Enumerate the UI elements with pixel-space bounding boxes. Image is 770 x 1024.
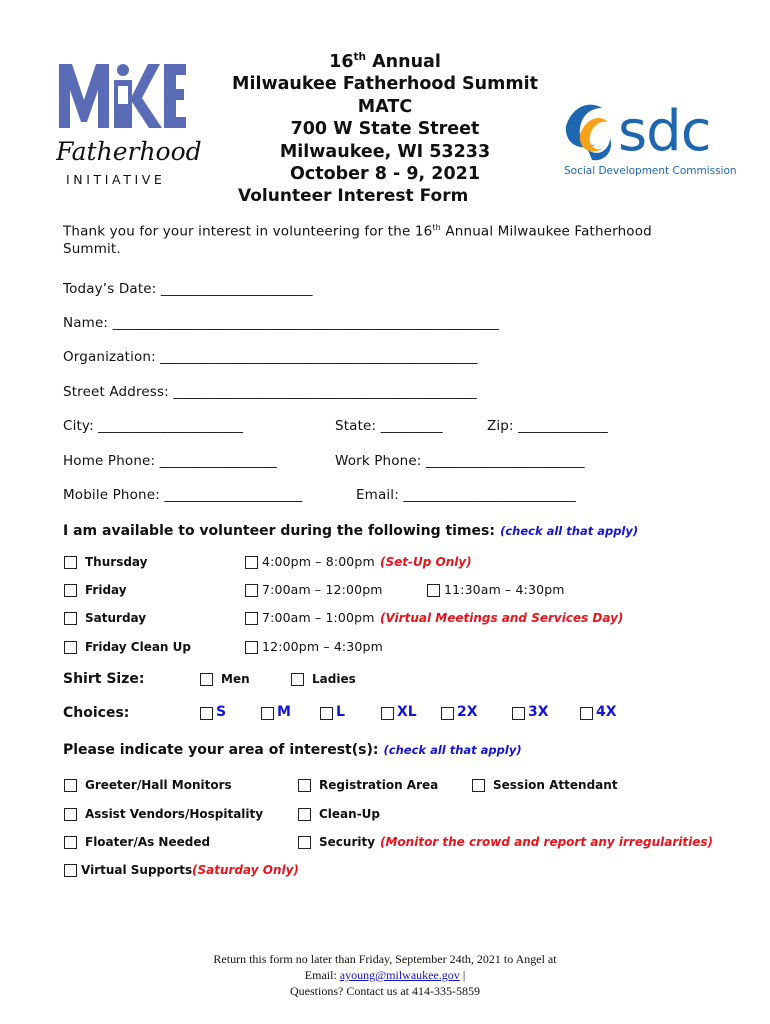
size-s-checkbox[interactable] <box>200 707 213 720</box>
header-line-annual: 16th Annual <box>329 51 441 72</box>
friday-slot-1-checkbox[interactable] <box>245 584 258 597</box>
intro-line-1: Thank you for your interest in volunteering for the 16th Annual Milwaukee Fatherhood <box>63 222 652 240</box>
email-field[interactable]: Email: _________________________ <box>356 487 576 503</box>
header-line-date: October 8 - 9, 2021 <box>289 164 480 185</box>
friday-slot-1-label: 7:00am – 12:00pm <box>262 582 383 597</box>
city-field[interactable]: City: _____________________ <box>63 418 244 434</box>
virtual-note: (Saturday Only) <box>192 863 299 877</box>
security-checkbox[interactable] <box>298 836 311 849</box>
interest-heading <box>63 739 522 758</box>
thursday-slot-note: (Set-Up Only) <box>380 555 472 569</box>
sdc-sub-text: Social Development Commission <box>564 165 737 177</box>
size-l-checkbox[interactable] <box>320 707 333 720</box>
form-title: Volunteer Interest Form <box>238 186 469 206</box>
header-line-venue: MATC <box>357 96 413 117</box>
floater-label: Floater/As Needed <box>85 835 211 849</box>
saturday-slot-note: (Virtual Meetings and Services Day) <box>380 611 624 625</box>
friday-cleanup-label: Friday Clean Up <box>85 640 191 654</box>
organization-field[interactable]: Organization: ______________________________________________ <box>63 349 478 365</box>
size-l-label: L <box>336 704 345 720</box>
size-4x-label: 4X <box>596 704 617 720</box>
size-2x-label: 2X <box>457 704 478 720</box>
thursday-slot-checkbox[interactable] <box>245 556 258 569</box>
zip-field[interactable]: Zip: _____________ <box>487 418 608 434</box>
cleanup-slot-label: 12:00pm – 4:30pm <box>262 639 383 654</box>
work-phone-field[interactable]: Work Phone: _______________________ <box>335 453 585 469</box>
shirt-men-checkbox[interactable] <box>200 673 213 686</box>
sdc-logo <box>562 88 737 180</box>
vendors-checkbox[interactable] <box>64 808 77 821</box>
state-field[interactable]: State: _________ <box>335 418 443 434</box>
shirt-ladies-checkbox[interactable] <box>291 673 304 686</box>
cleanup-label: Clean-Up <box>319 807 381 821</box>
todays-date-field[interactable]: Today’s Date: ______________________ <box>63 281 313 297</box>
greeter-checkbox[interactable] <box>64 779 77 792</box>
saturday-checkbox[interactable] <box>64 612 77 625</box>
header-line-street: 700 W State Street <box>290 119 480 140</box>
size-3x-label: 3X <box>528 704 549 720</box>
home-phone-field[interactable]: Home Phone: _________________ <box>63 453 277 469</box>
security-label: Security <box>319 835 376 849</box>
cleanup-checkbox[interactable] <box>298 808 311 821</box>
mobile-phone-field[interactable]: Mobile Phone: ____________________ <box>63 487 303 503</box>
street-address-field[interactable]: Street Address: ____________________________________________ <box>63 384 477 400</box>
size-4x-checkbox[interactable] <box>580 707 593 720</box>
interest-note: (check all that apply) <box>383 743 522 757</box>
size-xl-label: XL <box>397 704 417 720</box>
shirt-choices-label: Choices: <box>63 705 130 721</box>
name-field[interactable]: Name: ________________________________________________________ <box>63 315 499 331</box>
registration-label: Registration Area <box>319 778 439 792</box>
intro-line-2: Summit. <box>63 240 121 257</box>
shirt-size-label: Shirt Size: <box>63 671 145 687</box>
registration-checkbox[interactable] <box>298 779 311 792</box>
header-line-summit: Milwaukee Fatherhood Summit <box>232 74 538 95</box>
greeter-label: Greeter/Hall Monitors <box>85 778 232 792</box>
shirt-men-label: Men <box>221 672 250 686</box>
floater-checkbox[interactable] <box>64 836 77 849</box>
footer <box>0 951 770 999</box>
friday-slot-2-checkbox[interactable] <box>427 584 440 597</box>
interest-heading-text: Please indicate your area of interest(s): <box>63 742 379 758</box>
mke-logo-graphic <box>56 56 206 188</box>
thursday-checkbox[interactable] <box>64 556 77 569</box>
vendors-label: Assist Vendors/Hospitality <box>85 807 264 821</box>
mke-fatherhood-logo <box>56 56 206 188</box>
saturday-label: Saturday <box>85 611 147 625</box>
saturday-slot-label: 7:00am – 1:00pm <box>262 610 375 625</box>
availability-heading-text: I am available to volunteer during the following times: <box>63 523 495 539</box>
size-s-label: S <box>216 704 227 720</box>
sdc-logo-graphic <box>562 88 737 180</box>
mke-script-text: Fatherhood <box>56 137 202 166</box>
thursday-slot-label: 4:00pm – 8:00pm <box>262 554 375 569</box>
size-3x-checkbox[interactable] <box>512 707 525 720</box>
header-line-city: Milwaukee, WI 53233 <box>279 141 491 162</box>
session-label: Session Attendant <box>493 778 618 792</box>
virtual-label: Virtual Supports <box>81 863 193 877</box>
size-m-checkbox[interactable] <box>261 707 274 720</box>
footer-return-line: Return this form no later than Friday, September 24th, 2021 to Angel at <box>213 952 557 966</box>
intro-text <box>63 219 652 258</box>
friday-cleanup-checkbox[interactable] <box>64 641 77 654</box>
shirt-ladies-label: Ladies <box>312 672 356 686</box>
friday-slot-2-label: 11:30am – 4:30pm <box>444 582 565 597</box>
footer-email-line: Email: ayoung@milwaukee.gov | <box>304 968 466 982</box>
friday-label: Friday <box>85 583 127 597</box>
session-checkbox[interactable] <box>472 779 485 792</box>
thursday-label: Thursday <box>85 555 148 569</box>
sdc-word: sdc <box>618 99 711 164</box>
size-m-label: M <box>277 704 291 720</box>
size-2x-checkbox[interactable] <box>441 707 454 720</box>
mke-sub-text: INITIATIVE <box>66 172 166 187</box>
event-header <box>230 46 540 186</box>
virtual-checkbox[interactable] <box>64 864 77 877</box>
size-xl-checkbox[interactable] <box>381 707 394 720</box>
security-note: (Monitor the crowd and report any irregularities) <box>380 835 713 849</box>
saturday-slot-checkbox[interactable] <box>245 612 258 625</box>
friday-checkbox[interactable] <box>64 584 77 597</box>
cleanup-slot-checkbox[interactable] <box>245 641 258 654</box>
availability-note: (check all that apply) <box>500 524 639 538</box>
availability-heading <box>63 520 638 539</box>
footer-email-link[interactable]: ayoung@milwaukee.gov <box>339 968 460 982</box>
footer-questions-line: Questions? Contact us at 414-335-5859 <box>290 984 480 998</box>
